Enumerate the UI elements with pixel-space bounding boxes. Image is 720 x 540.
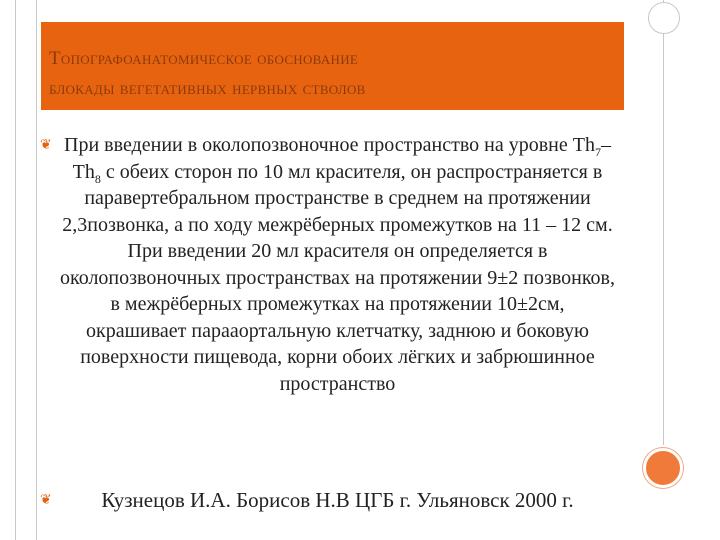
main-paragraph: При введении в околопозвоночное пространство на уровне $Th_7-Th_8$ с обеих сторон по 10 мл красителя, он распространяется в паравертебральном пространстве в среднем на протяжении 2,3позвонка, а по ходу межрёберных промежутков на 11 – 12 см. При введении 20 мл красителя он определяется в околопозвоночных пространствах на протяжении 9±2 позвонков, в межрёберных промежутках на протяжении 10±2см, окрашивает парааортальную клетчатку, заднюю и боковую поверхности пищевода, корни обоих лёгких и забрюшинное пространство xyxy=(60,134,615,395)
left-decorative-rail xyxy=(15,0,37,540)
orange-circle-ornament xyxy=(643,448,683,488)
bullet-icon: ❦ xyxy=(40,492,52,508)
bullet-icon: ❦ xyxy=(40,137,52,153)
reference-citation: Кузнецов И.А. Борисов Н.В ЦГБ г. Ульяновск 2000 г. xyxy=(101,488,574,512)
slide-title-line-2: блокады вегетативных нервных стволов xyxy=(49,78,366,99)
outline-circle-ornament xyxy=(648,2,680,34)
slide-title-banner xyxy=(41,22,624,110)
slide-title-line-1: Топографоанатомическое обоснование xyxy=(49,48,359,69)
right-decorative-rail xyxy=(663,0,664,445)
